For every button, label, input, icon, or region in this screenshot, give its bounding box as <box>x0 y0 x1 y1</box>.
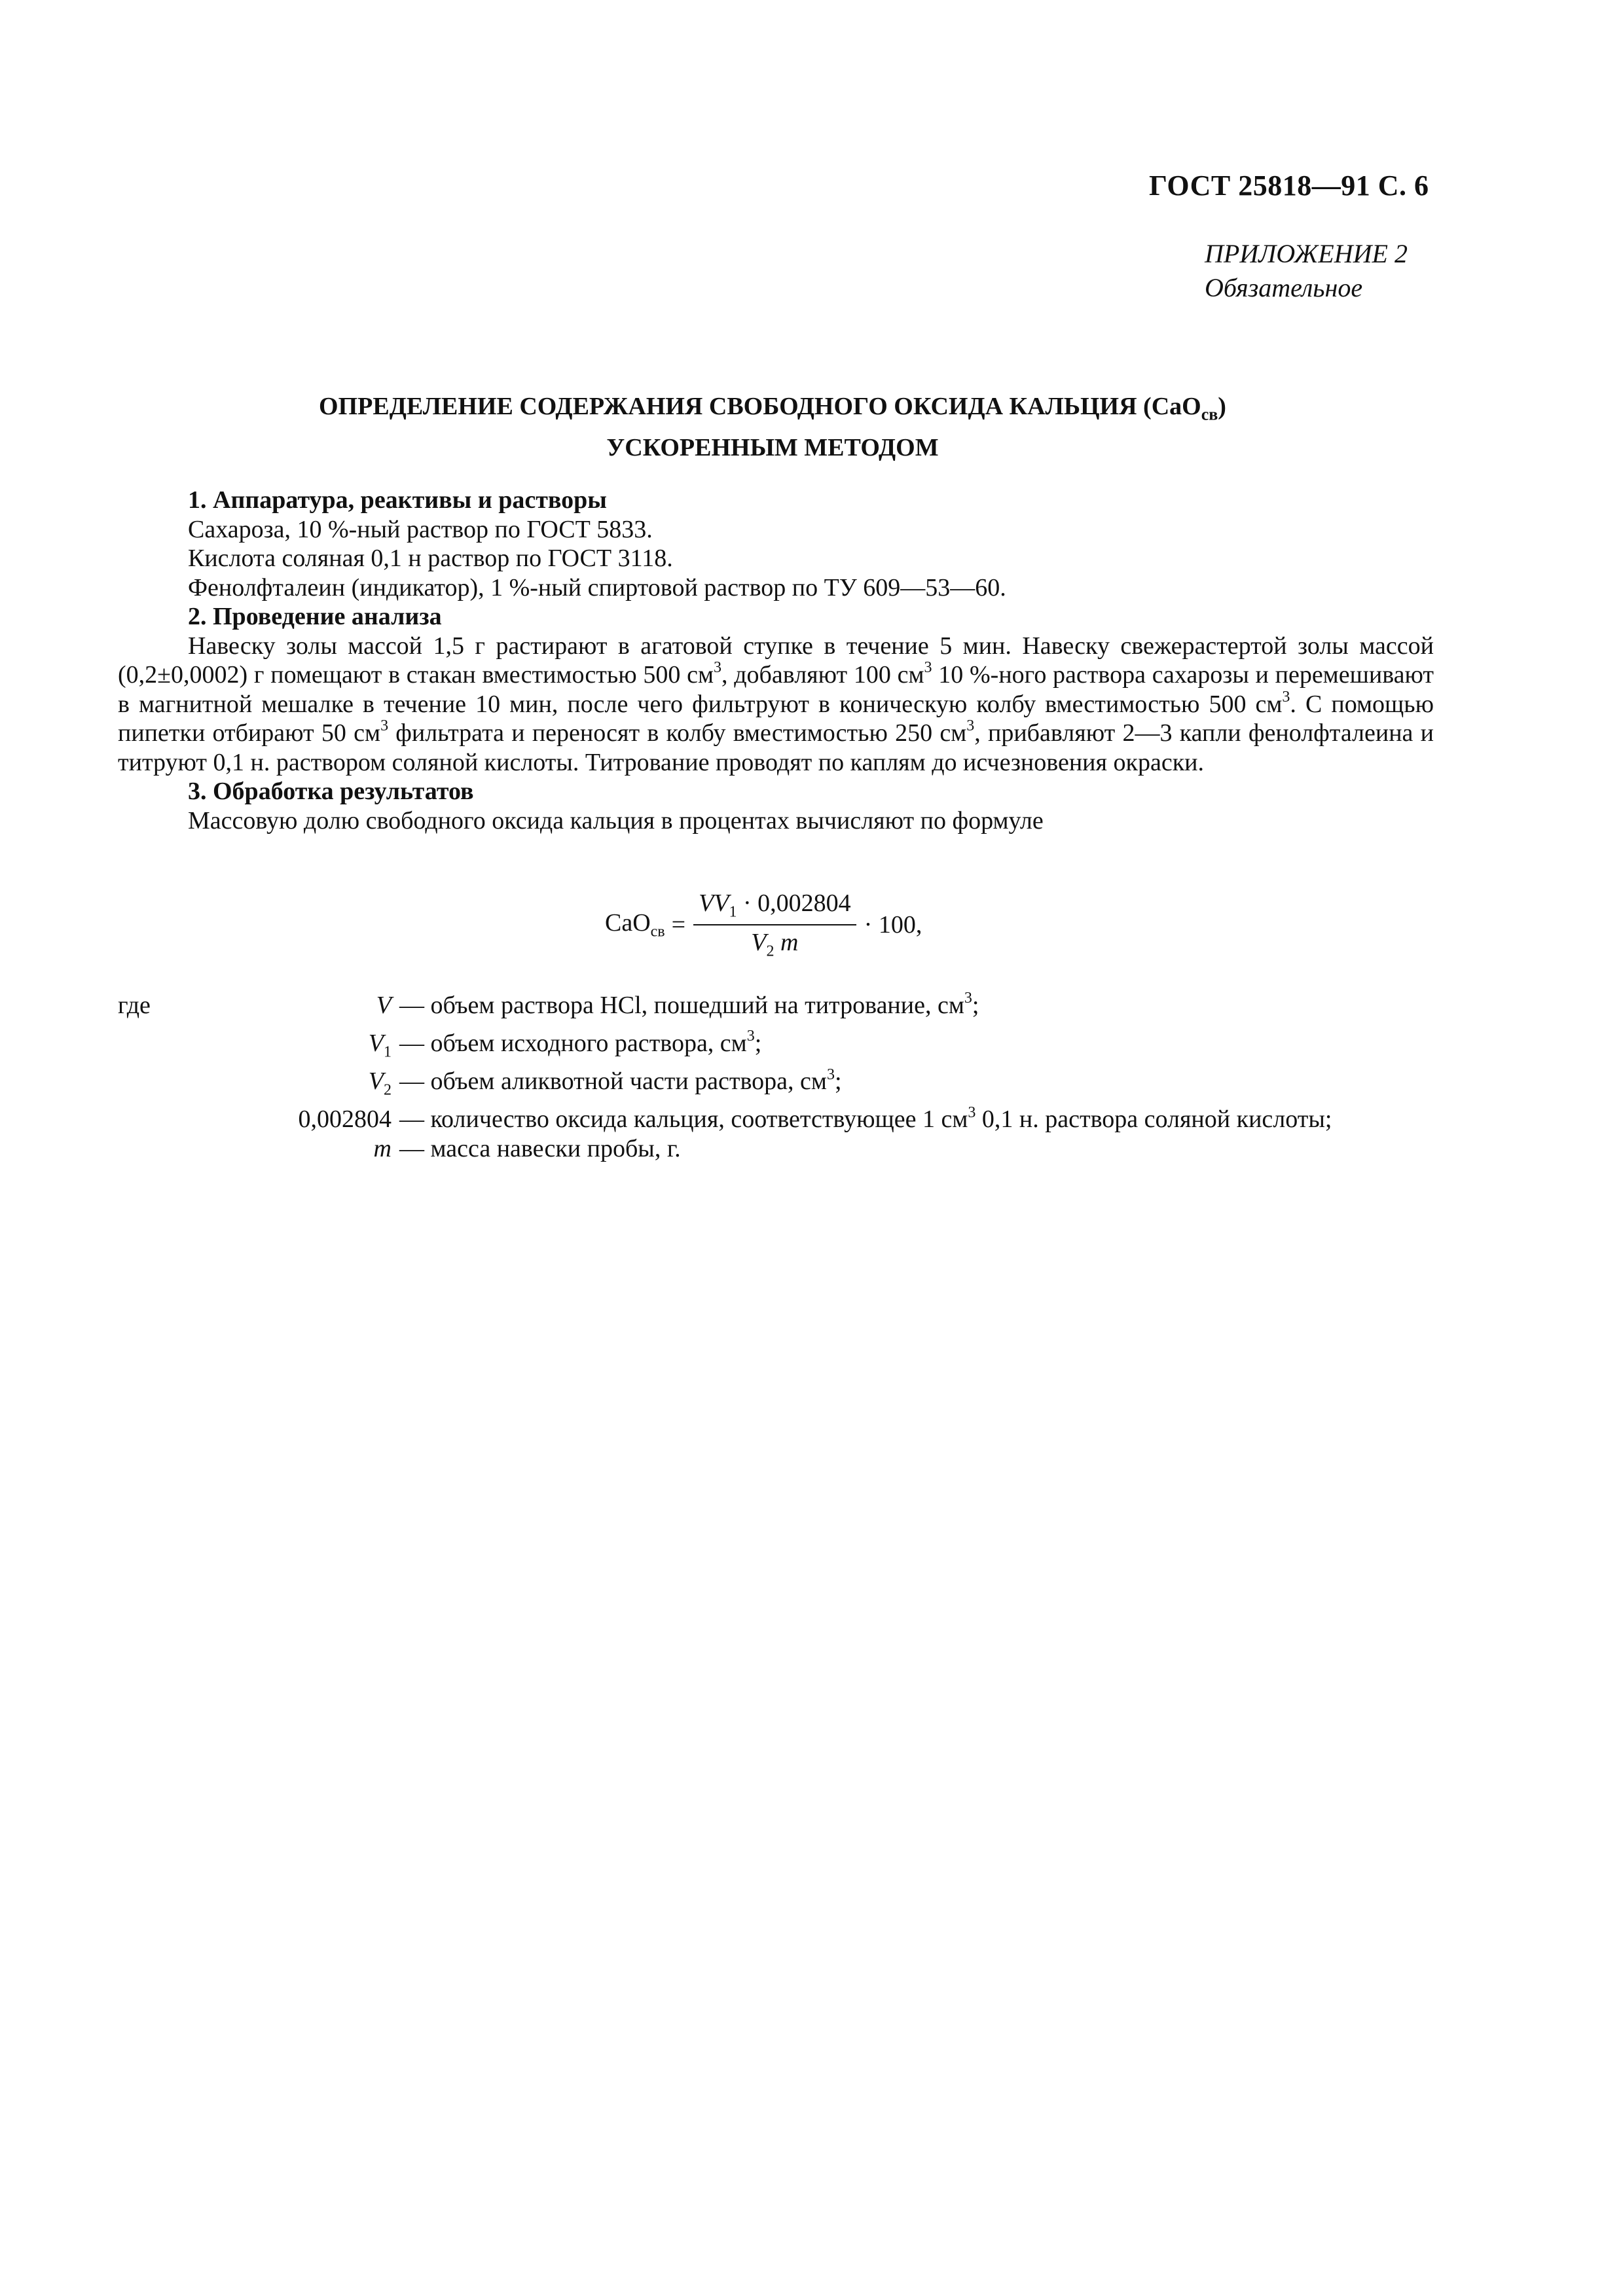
sup: 3 <box>826 1066 835 1083</box>
legend-row <box>118 1105 1332 1134</box>
legend-term <box>118 1029 399 1067</box>
formula-tail: · 100, <box>864 910 922 939</box>
legend-term <box>118 991 399 1029</box>
title-subscript: св <box>1201 404 1218 424</box>
legend-desc <box>399 1029 761 1067</box>
desc-end: ; <box>834 1067 842 1096</box>
term-text: V <box>368 1067 384 1096</box>
formula-denominator <box>746 925 803 961</box>
section-1-item-1: Сахароза, 10 %-ный раствор по ГОСТ 5833. <box>188 515 653 543</box>
appendix-block <box>1205 237 1408 305</box>
appendix-status: Обязательное <box>1205 273 1363 302</box>
desc-end: 0,1 н. раствора соляной кислоты; <box>976 1105 1332 1134</box>
num-vars: VV <box>699 889 729 917</box>
sup: 3 <box>746 1028 755 1045</box>
title-line-1 <box>118 390 1427 431</box>
s2-text-e: фильтрата и переносят в колбу вместимостью 250 см <box>388 719 967 747</box>
desc-text: — объем раствора HCl, пошедший на титрование, см <box>399 992 964 1019</box>
den-mass: m <box>774 928 799 956</box>
legend-desc <box>399 1134 681 1164</box>
term-sub: 1 <box>384 1043 392 1061</box>
legend-term <box>118 1067 399 1105</box>
sup: 3 <box>380 717 389 735</box>
body-text <box>118 486 1434 835</box>
s2-text-c: 10 %-ного раствора сахарозы и перемешивают в магнитной мешалке в течение 10 мин, после чего фильтруют в коническую колбу вместимостью 500 см <box>118 661 1434 718</box>
desc-text: — объем исходного раствора, см <box>399 1030 747 1058</box>
desc-text: — объем аликвотной части раствора, см <box>399 1067 827 1096</box>
legend-row <box>118 1067 1332 1105</box>
sup: 3 <box>713 659 721 677</box>
legend-list <box>118 991 1332 1163</box>
legend-row <box>118 1029 1332 1067</box>
section-1-item-3: Фенолфталеин (индикатор), 1 %-ный спиртовой раствор по ТУ 609—53—60. <box>188 573 1006 601</box>
s2-text-f: , прибавляют 2—3 капли фенолфталеина и титруют 0,1 н. раствором соляной кислоты. Титрование проводят по каплям до исчезновения окраски. <box>118 719 1434 776</box>
desc-end: ; <box>972 992 979 1019</box>
where-label: где <box>118 992 151 1019</box>
term-text: 0,002804 <box>298 1105 392 1134</box>
legend-row <box>118 1134 1332 1164</box>
term-text: m <box>373 1134 392 1162</box>
section-3-heading: 3. Обработка результатов <box>188 778 474 805</box>
sup: 3 <box>1282 688 1290 706</box>
num-sub: 1 <box>729 903 737 921</box>
standard-reference: ГОСТ 25818—91 С. 6 <box>1149 170 1429 202</box>
formula-fraction <box>693 889 856 960</box>
section-2-heading: 2. Проведение анализа <box>188 603 442 630</box>
legend-desc <box>399 1067 842 1105</box>
den-sub: 2 <box>766 942 775 960</box>
term-text: V <box>368 1030 384 1058</box>
title-line-1-end: ) <box>1218 393 1226 420</box>
legend-row <box>118 991 1332 1029</box>
formula-equals: = <box>671 910 686 939</box>
formula-numerator <box>693 889 856 925</box>
appendix-label: ПРИЛОЖЕНИЕ 2 <box>1205 239 1408 268</box>
desc-text: — количество оксида кальция, соответствующее 1 см <box>399 1105 968 1134</box>
num-const: · 0,002804 <box>737 889 851 917</box>
s2-text-a: Навеску золы массой 1,5 г растирают в агатовой ступке в течение 5 мин. Навеску свежерастертой золы массой (0,2±0,0002) г помещают в стакан вместимостью 500 см <box>118 632 1434 689</box>
legend-desc <box>399 991 979 1029</box>
title-line-1-text: ОПРЕДЕЛЕНИЕ СОДЕРЖАНИЯ СВОБОДНОГО ОКСИДА КАЛЬЦИЯ (CaO <box>319 393 1201 420</box>
s2-text-b: , добавляют 100 см <box>721 661 924 689</box>
sup: 3 <box>966 717 975 735</box>
sup: 3 <box>964 990 972 1007</box>
legend-term <box>118 1134 399 1164</box>
sup: 3 <box>924 659 932 677</box>
s2-text-d: . С помощью пипетки отбирают 50 см <box>118 690 1434 747</box>
lhs-sub: св <box>650 923 665 941</box>
sup: 3 <box>968 1103 976 1121</box>
term-text: V <box>376 992 392 1019</box>
section-1-heading: 1. Аппаратура, реактивы и растворы <box>188 486 607 514</box>
desc-text: — масса навески пробы, г. <box>399 1134 681 1162</box>
title-line-2: УСКОРЕННЫМ МЕТОДОМ <box>606 433 939 461</box>
legend-desc <box>399 1105 1332 1134</box>
formula-lhs <box>605 908 665 941</box>
lhs-text: CaO <box>605 908 651 937</box>
legend-term <box>118 1105 399 1134</box>
section-2-paragraph <box>118 632 1434 778</box>
desc-end: ; <box>754 1030 762 1058</box>
den-var: V <box>751 928 767 956</box>
section-1-item-2: Кислота соляная 0,1 н раствор по ГОСТ 3118. <box>188 545 673 572</box>
document-title <box>118 390 1427 464</box>
term-sub: 2 <box>384 1081 392 1099</box>
section-3-paragraph: Массовую долю свободного оксида кальция в процентах вычисляют по формуле <box>188 806 1044 834</box>
formula <box>605 889 922 960</box>
